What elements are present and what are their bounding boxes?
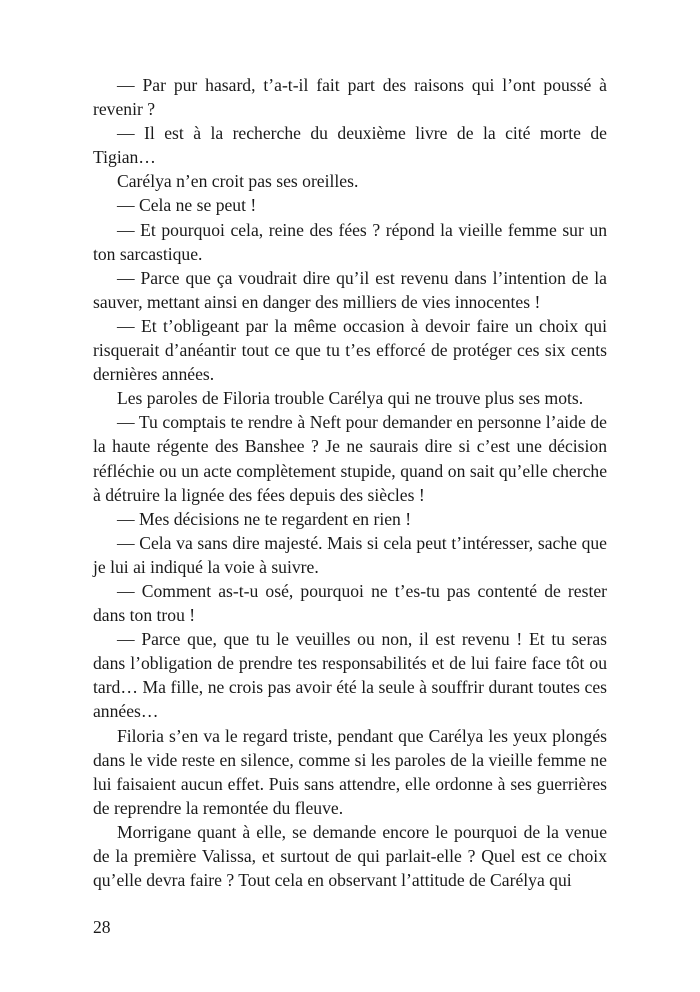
paragraph-6: — Parce que ça voudrait dire qu’il est revenu dans l’intention de la sauver, mettant ainsi en danger des milliers de vies innocentes ! — [93, 267, 607, 312]
paragraph-4: — Cela ne se peut ! — [117, 195, 257, 216]
paragraph-11: — Cela va sans dire majesté. Mais si cela peut t’intéresser, sache que je lui ai indiqué la voie à suivre. — [93, 532, 607, 577]
paragraph-1: — Par pur hasard, t’a-t-il fait part des raisons qui l’ont poussé à revenir ? — [93, 75, 607, 120]
paragraph-14: Filoria s’en va le regard triste, pendant que Carélya les yeux plongés dans le vide reste en silence, comme si les paroles de la vieille femme ne lui faisaient aucun effet. Puis sans attendre, elle ordonne à ses guerrières de reprendre la remontée du fleuve. — [93, 725, 607, 818]
paragraph-10: — Mes décisions ne te regardent en rien ! — [117, 508, 412, 529]
page-number: 28 — [93, 917, 111, 937]
paragraph-5: — Et pourquoi cela, reine des fées ? répond la vieille femme sur un ton sarcastique. — [93, 219, 607, 264]
paragraph-9: — Tu comptais te rendre à Neft pour demander en personne l’aide de la haute régente des Banshee ? Je ne saurais dire si c’est une décision réfléchie ou un acte complètement stupide, quand on sait qu’elle cherche à détruire la lignée des fées depuis des siècles ! — [93, 412, 607, 505]
paragraph-2: — Il est à la recherche du deuxième livre de la cité morte de Tigian… — [93, 123, 607, 168]
paragraph-15: Morrigane quant à elle, se demande encore le pourquoi de la venue de la première Valissa, et surtout de qui parlait-elle ? Quel est ce choix qu’elle devra faire ? Tout cela en observant l’attitude de Carélya qui — [93, 821, 607, 891]
paragraph-3: Carélya n’en croit pas ses oreilles. — [117, 171, 359, 192]
paragraph-13: — Parce que, que tu le veuilles ou non, il est revenu ! Et tu seras dans l’obligation de prendre tes responsabilités et de lui faire face tôt ou tard… Ma fille, ne crois pas avoir été la seule à souffrir durant toutes ces années… — [93, 629, 607, 722]
body-text — [93, 73, 607, 892]
paragraph-7: — Et t’obligeant par la même occasion à devoir faire un choix qui risquerait d’anéantir tout ce que tu t’es efforcé de protéger ces six cents dernières années. — [93, 315, 607, 385]
paragraph-12: — Comment as-t-u osé, pourquoi ne t’es-tu pas contenté de rester dans ton trou ! — [93, 580, 607, 626]
paragraph-8: Les paroles de Filoria trouble Carélya qui ne trouve plus ses mots. — [117, 388, 584, 409]
